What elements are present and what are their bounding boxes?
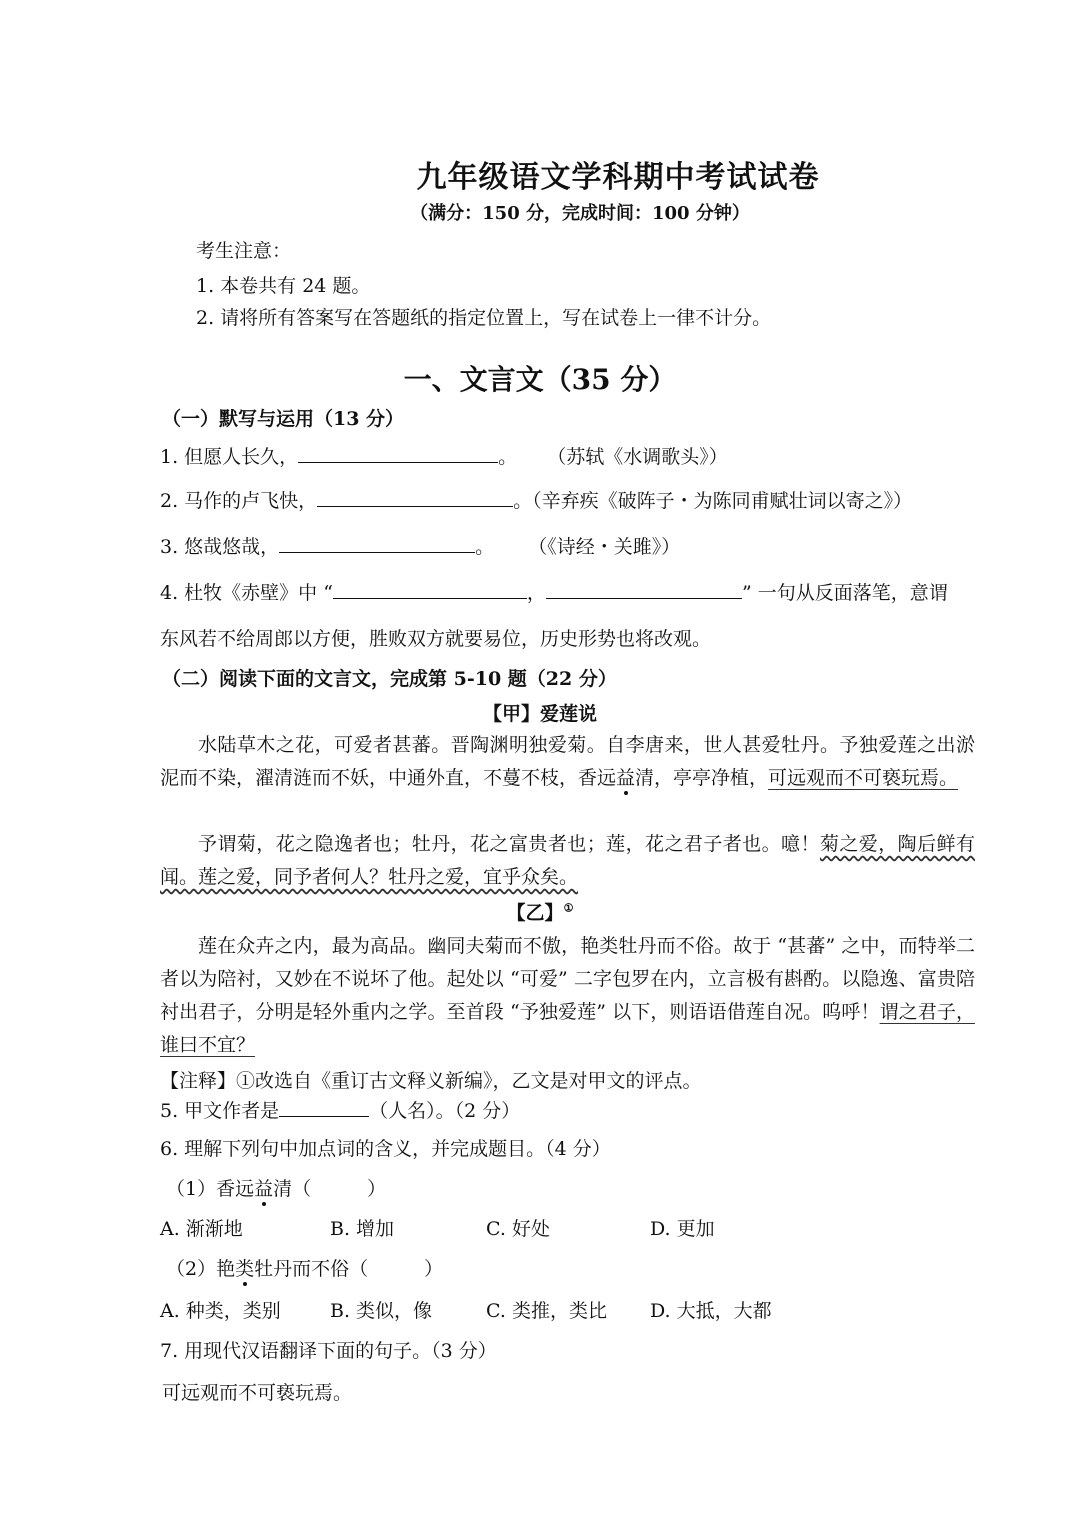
q6-sub1-text: （1）香远 <box>166 1178 255 1200</box>
q2-suffix: 。（辛弃疾《破阵子・为陈同甫赋壮词以寄之》） <box>513 490 913 512</box>
notice-item-1: 1. 本卷共有 24 题。 <box>196 275 371 297</box>
exam-subtitle: （满分：150 分，完成时间：100 分钟） <box>410 203 750 224</box>
q1-source: （苏轼《水调歌头》） <box>547 446 728 468</box>
q6-1-option-a[interactable]: A. 渐渐地 <box>160 1218 243 1240</box>
yi-note-mark: ① <box>563 901 574 915</box>
q1-answer-blank[interactable] <box>298 444 498 463</box>
passage-jia-paragraph-1 <box>160 729 975 795</box>
q1-suffix: 。 <box>498 446 518 468</box>
q3-prefix: 3. 悠哉悠哉， <box>160 536 280 558</box>
q7-sentence: 可远观而不可亵玩焉。 <box>162 1382 353 1404</box>
q6-1-option-b[interactable]: B. 增加 <box>330 1218 395 1240</box>
q6-sub2-text: （2）艳 <box>166 1258 236 1280</box>
q6-sub1-text-2: 清（ <box>273 1178 312 1200</box>
q2-prefix: 2. 马作的卢飞快， <box>160 490 318 512</box>
q6-sub1-dotted-word: 益 <box>254 1178 274 1200</box>
jia-p2-wavy-sentence: 菊之爱，陶后鲜有闻。莲之爱，同予者何人？牡丹之爱，宜乎众矣。 <box>160 833 975 888</box>
q6-2-option-b[interactable]: B. 类似，像 <box>330 1300 433 1322</box>
yi-p1-text: 莲在众卉之内，最为高品。幽同夫菊而不傲，艳类牡丹而不俗。故于 “甚蕃” 之中，而特举二者以为陪衬，又妙在不说坏了他。起处以 “可爱” 二字包罗在内，立言极有斟酌。以隐逸、富贵陪衬出君子，分明是轻外重内之学。至首段 “予独爱莲” 以下，则语语借莲自况。呜呼！ <box>160 935 975 1023</box>
q6-2-option-a[interactable]: A. 种类，类别 <box>160 1300 281 1322</box>
jia-p2-text: 予谓菊，花之隐逸者也；牡丹，花之富贵者也；莲，花之君子者也。噫！ <box>198 833 820 855</box>
jia-p1-dotted-word: 益 <box>616 767 636 789</box>
q5-suffix: （人名）。（2 分） <box>369 1100 521 1122</box>
passage-jia-paragraph-2 <box>160 828 975 894</box>
q3-suffix: 。 <box>475 536 495 558</box>
q4-suffix: ” 一句从反面落笔，意谓 <box>741 582 948 604</box>
q4-answer-blank-2[interactable] <box>546 580 742 599</box>
q6-sub-1 <box>166 1174 386 1201</box>
jia-p1-underlined-sentence: 可远观而不可亵玩焉。 <box>768 767 959 789</box>
exam-title: 九年级语文学科期中考试试卷 <box>416 160 820 195</box>
question-5 <box>160 1096 520 1123</box>
question-3 <box>160 532 680 559</box>
passage-note: 【注释】①改选自《重订古文释义新编》，乙文是对甲文的评点。 <box>160 1070 702 1092</box>
question-2 <box>160 486 912 513</box>
question-4 <box>160 578 948 605</box>
q6-sub1-close: ） <box>367 1178 387 1200</box>
question-1 <box>160 442 728 469</box>
passage-yi-title <box>0 898 1080 925</box>
q6-sub2-text-2: 牡丹而不俗（ <box>254 1258 369 1280</box>
section-title: 一、文言文（35 分） <box>403 363 677 396</box>
q6-sub-2 <box>166 1254 443 1281</box>
question-6-stem: 6. 理解下列句中加点词的含义，并完成题目。（4 分） <box>160 1138 611 1160</box>
q3-source: （《诗经・关雎》） <box>528 536 681 558</box>
yi-p1-underlined-sentence: 谓之君子，谁曰不宜？ <box>160 1001 975 1056</box>
q6-2-option-c[interactable]: C. 类推，类比 <box>486 1300 607 1322</box>
q4-prefix: 4. 杜牧《赤壁》中 “ <box>160 582 333 604</box>
q6-1-option-c[interactable]: C. 好处 <box>486 1218 550 1240</box>
notice-item-2: 2. 请将所有答案写在答题纸的指定位置上，写在试卷上一律不计分。 <box>196 307 772 329</box>
q6-1-option-d[interactable]: D. 更加 <box>650 1218 715 1240</box>
yi-title-text: 【乙】 <box>506 902 564 924</box>
q5-prefix: 5. 甲文作者是 <box>160 1100 280 1122</box>
notice-heading: 考生注意： <box>196 240 292 262</box>
q1-prefix: 1. 但愿人长久， <box>160 446 299 468</box>
part1-heading: （一）默写与运用（13 分） <box>162 408 405 430</box>
q6-sub2-dotted-word: 类 <box>235 1258 255 1280</box>
q4-answer-blank-1[interactable] <box>333 580 527 599</box>
q6-2-option-d[interactable]: D. 大抵，大都 <box>650 1300 772 1322</box>
part2-heading: （二）阅读下面的文言文，完成第 5-10 题（22 分） <box>162 668 617 690</box>
q6-sub2-close: ） <box>424 1258 444 1280</box>
q4-middle: ， <box>526 582 546 604</box>
jia-p1-text: 水陆草木之花，可爱者甚蕃。晋陶渊明独爱菊。自李唐来，世人甚爱牡丹。予独爱莲之出淤泥而不染，濯清涟而不妖，中通外直，不蔓不枝，香远 <box>160 734 975 789</box>
question-7-stem: 7. 用现代汉语翻译下面的句子。（3 分） <box>160 1340 497 1362</box>
q2-answer-blank[interactable] <box>317 488 513 507</box>
q5-answer-blank[interactable] <box>279 1098 369 1117</box>
passage-jia-title: 【甲】爱莲说 <box>482 703 597 725</box>
passage-yi-paragraph <box>160 930 975 1062</box>
q4-line2: 东风若不给周郎以方便，胜败双方就要易位，历史形势也将改观。 <box>160 628 712 650</box>
q3-answer-blank[interactable] <box>279 534 475 553</box>
jia-p1-text-2: 清，亭亭净植， <box>635 767 769 789</box>
